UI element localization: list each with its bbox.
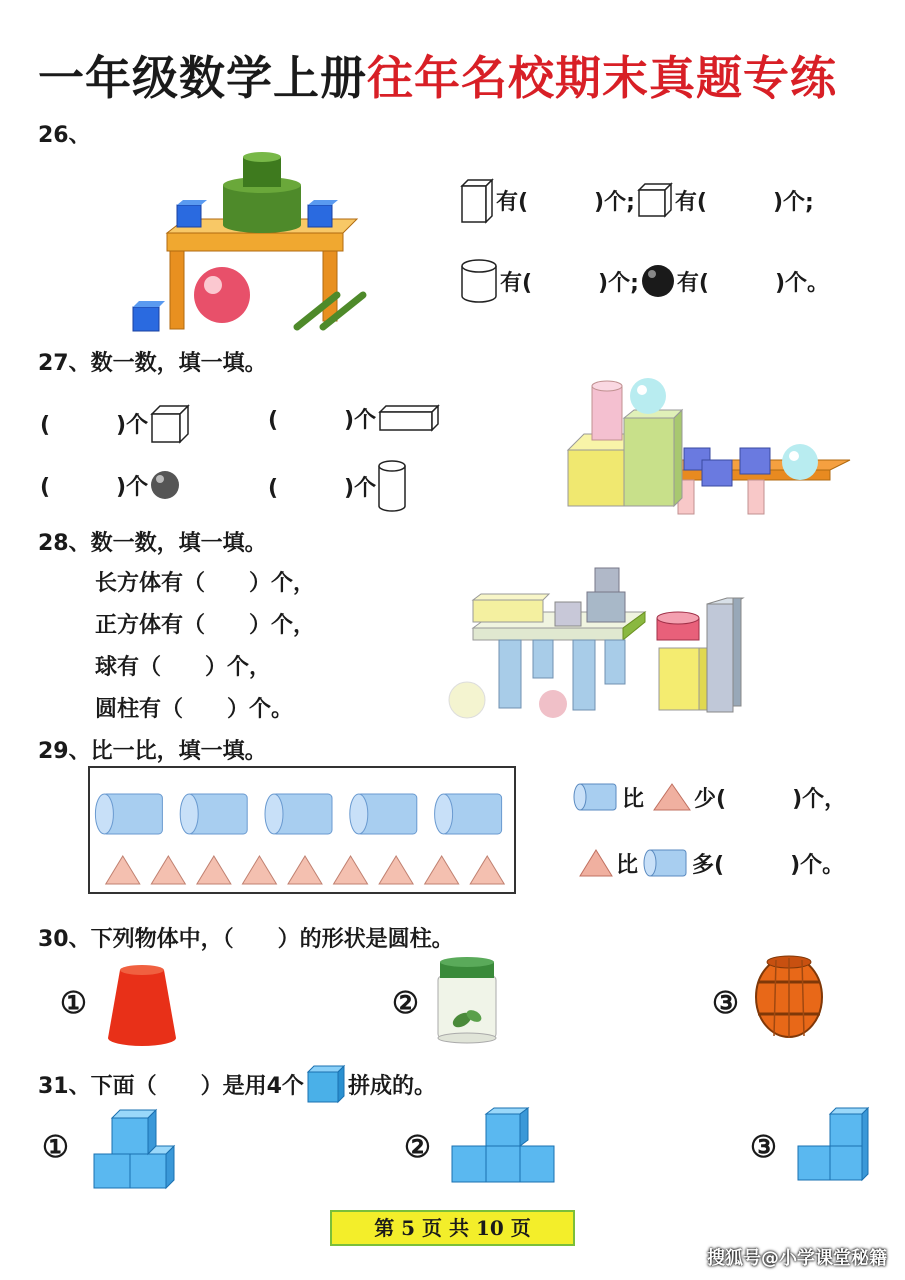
q31-option-1[interactable]: ①: [42, 1130, 69, 1165]
q30-prompt: 下列物体中，（ ）的形状是圆柱。: [90, 927, 454, 952]
q27-number: [38, 346, 267, 377]
cuboid-icon: [376, 402, 442, 434]
q29-cylinder: [350, 794, 417, 834]
q29-cylinder: [95, 794, 162, 834]
q27-prompt: 数一数，填一填。: [90, 351, 267, 376]
q30-option-3[interactable]: ③: [712, 986, 739, 1021]
q26-blank-ball: 有( )个。: [676, 270, 830, 296]
watermark: 搜狐号@小学课堂秘籍: [707, 1248, 887, 1269]
q27-blank-b: ( )个: [268, 407, 377, 433]
q29-num-text: 29、: [38, 739, 91, 764]
q29-number: [38, 734, 267, 765]
q31-option-2[interactable]: ②: [404, 1130, 431, 1165]
q26-blank-cylinder: 有( )个;: [500, 270, 639, 296]
cube-icon: [304, 1062, 348, 1106]
q26-scene-image: [125, 145, 375, 335]
cylinder-icon: [572, 780, 622, 814]
q29-cylinder: [265, 794, 332, 834]
q29-triangle: [470, 856, 504, 884]
q29-triangle: [334, 856, 368, 884]
q31-heading: [38, 1062, 436, 1106]
cube-stack-2-image: [448, 1104, 560, 1188]
q30-option-2[interactable]: ②: [392, 986, 419, 1021]
q28-prompt: 数一数，填一填。: [90, 531, 267, 556]
q29-triangle: [197, 856, 231, 884]
q27-row1-right: [268, 402, 442, 434]
cube-icon: [635, 180, 675, 220]
q27-row1-left: [40, 402, 192, 444]
cube-stack-3-image: [794, 1106, 870, 1184]
q30-number: [38, 922, 454, 953]
q31-prompt-a: 下面（ ）是用4个: [90, 1073, 304, 1099]
q29-shapes: [90, 768, 514, 892]
q29-prompt: 比一比，填一填。: [90, 739, 267, 764]
q29-triangle: [288, 856, 322, 884]
q28-line-cuboid: 长方体有（ ）个，: [95, 571, 316, 596]
title-part1: 一年级数学上册: [38, 51, 367, 105]
q26-number: 26、: [38, 123, 91, 148]
q27-row2-left: [40, 468, 182, 502]
q26-row2: [458, 256, 829, 306]
q26-blank-cuboid: 有( )个;: [496, 189, 635, 215]
q27-blank-d: ( )个: [268, 475, 377, 501]
q29-s2-end: 多( )个。: [692, 852, 845, 878]
q28-line-cube: 正方体有（ ）个，: [95, 613, 316, 638]
cylinder-icon: [642, 846, 692, 880]
q27-scene-image: [560, 372, 855, 520]
page-indicator: 第 5 页 共 10 页: [330, 1210, 575, 1246]
q29-triangle: [425, 856, 459, 884]
q27-blank-a: ( )个: [40, 412, 149, 438]
q27-blank-c: ( )个: [40, 474, 149, 500]
q29-shape-box: [88, 766, 516, 894]
cube-stack-1-image: [88, 1104, 180, 1192]
q27-num-text: 27、: [38, 351, 91, 376]
title-part2: 往年名校期末真题专练: [367, 51, 837, 105]
jar-image: [434, 954, 500, 1044]
ball-icon: [639, 262, 677, 300]
q27-row2-right: [268, 458, 408, 514]
cuboid-icon: [458, 176, 496, 224]
q29-triangle: [106, 856, 140, 884]
q29-sentence1: [572, 780, 846, 814]
red-cup-image: [104, 962, 180, 1048]
q26-blank-cube: 有( )个;: [674, 189, 814, 215]
q29-s2-mid: 比: [616, 852, 639, 878]
q26-row1: [458, 176, 814, 224]
q28-line-ball: 球有（ ）个，: [95, 655, 272, 680]
q28-line-cylinder: 圆柱有（ ）个。: [95, 697, 294, 722]
cylinder-icon: [376, 458, 408, 514]
q31-num-text: 31、: [38, 1073, 91, 1099]
cube-icon: [148, 402, 192, 444]
q29-cylinder: [435, 794, 502, 834]
q29-triangle: [379, 856, 413, 884]
q28-number: [38, 526, 267, 557]
q31-prompt-b: 拼成的。: [347, 1073, 436, 1099]
q29-cylinder: [180, 794, 247, 834]
q28-scene-image: [445, 560, 755, 725]
q29-s1-mid: 比: [622, 786, 645, 812]
q28-num-text: 28、: [38, 531, 91, 556]
q30-option-1[interactable]: ①: [60, 986, 87, 1021]
ball-icon: [148, 468, 182, 502]
cylinder-icon: [458, 256, 500, 306]
q29-sentence2: [576, 846, 844, 880]
barrel-image: [752, 952, 826, 1042]
q30-num-text: 30、: [38, 927, 91, 952]
triangle-icon: [650, 780, 694, 814]
q29-triangle: [242, 856, 276, 884]
q31-option-3[interactable]: ③: [750, 1130, 777, 1165]
page-title: [38, 42, 837, 108]
q29-s1-end: 少( )个，: [694, 786, 847, 812]
triangle-icon: [576, 846, 616, 880]
q29-triangle: [151, 856, 185, 884]
